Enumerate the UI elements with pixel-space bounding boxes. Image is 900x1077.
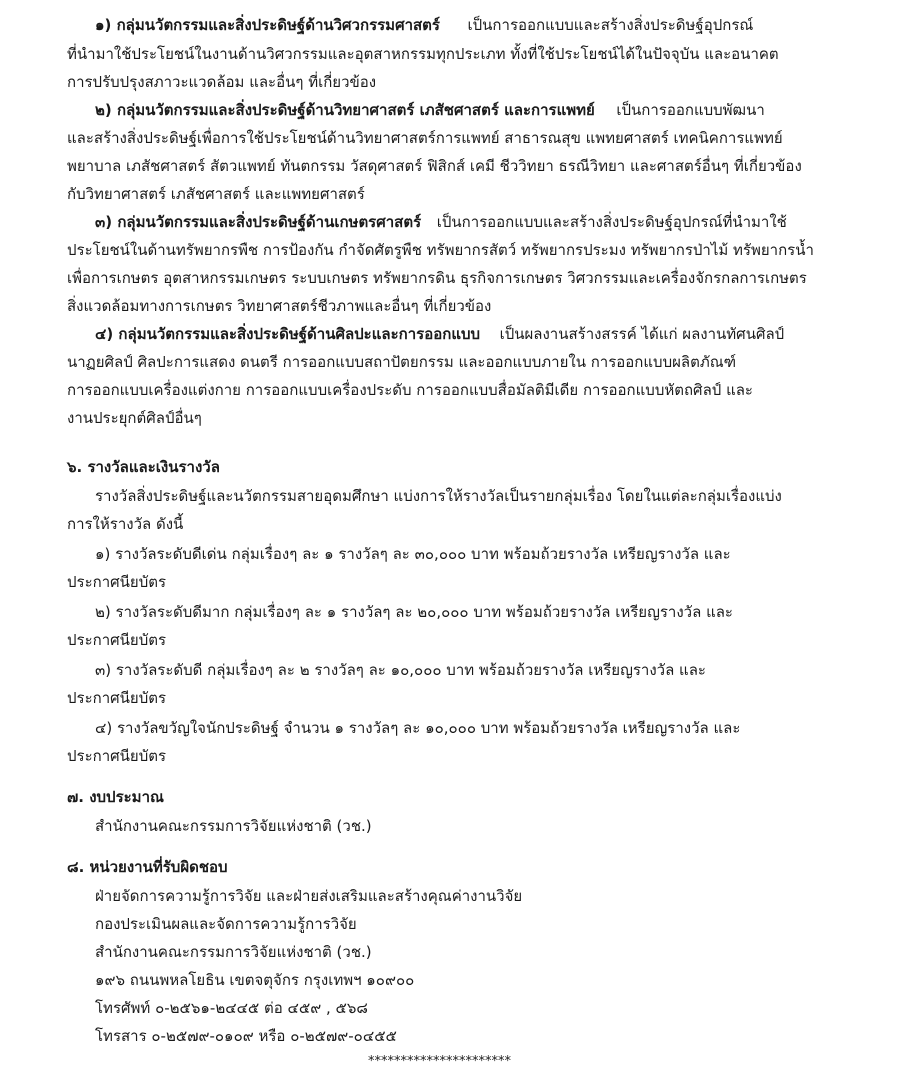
section8-line3: สำนักงานคณะกรรมการวิจัยแห่งชาติ (วช.)	[95, 943, 372, 961]
award1-line1: ๑) รางวัลระดับดีเด่น กลุ่มเรื่องๆ ละ ๑ รางวัลๆ ละ ๓๐,๐๐๐ บาท พร้อมถ้วยรางวัล เหรียญรางวัล และ	[95, 545, 731, 563]
item2-line1	[95, 99, 765, 121]
item2-line4: กับวิทยาศาสตร์ เภสัชศาสตร์ และแพทยศาสตร์	[67, 185, 365, 203]
section8-line5: โทรศัพท์ ๐-๒๕๖๑-๒๔๔๕ ต่อ ๔๕๙ , ๕๖๘	[95, 999, 369, 1017]
section8-line4: ๑๙๖ ถนนพหลโยธิน เขตจตุจักร กรุงเทพฯ ๑๐๙๐๐	[95, 971, 415, 989]
item3-line2: ประโยชน์ในด้านทรัพยากรพืช การป้องกัน กำจัดศัตรูพืช ทรัพยากรสัตว์ ทรัพยากรประมง ทรัพยากรป่าไม้ ทรัพยากรน้ำ	[67, 241, 814, 259]
section8-heading: ๘. หน่วยงานที่รับผิดชอบ	[67, 858, 228, 876]
section8-line6: โทรสาร ๐-๒๕๗๙-๐๑๐๙ หรือ ๐-๒๕๗๙-๐๔๕๕	[95, 1027, 397, 1045]
item1-title: ๑) กลุ่มนวัตกรรมและสิ่งประดิษฐ์ด้านวิศวกรรมศาสตร์	[95, 16, 440, 34]
section7-body: สำนักงานคณะกรรมการวิจัยแห่งชาติ (วช.)	[95, 817, 372, 835]
award1-line2: ประกาศนียบัตร	[67, 573, 167, 591]
item3-line1	[95, 211, 787, 233]
section7-heading: ๗. งบประมาณ	[67, 788, 164, 806]
item2-title: ๒) กลุ่มนวัตกรรมและสิ่งประดิษฐ์ด้านวิทยาศาสตร์ เภสัชศาสตร์ และการแพทย์	[95, 101, 595, 119]
item4-line1	[95, 323, 784, 345]
item3-line4: สิ่งแวดล้อมทางการเกษตร วิทยาศาสตร์ชีวภาพและอื่นๆ ที่เกี่ยวข้อง	[67, 297, 492, 315]
item4-line2: นาฏยศิลป์ ศิลปะการแสดง ดนตรี การออกแบบสถาปัตยกรรม และออกแบบภายใน การออกแบบผลิตภัณฑ์	[67, 353, 737, 371]
item3-line1-rest: เป็นการออกแบบและสร้างสิ่งประดิษฐ์อุปกรณ์ที่นำมาใช้	[436, 213, 787, 231]
section6-intro-line2: การให้รางวัล ดังนี้	[67, 515, 184, 533]
item4-line4: งานประยุกต์ศิลป์อื่นๆ	[67, 409, 202, 427]
item1-line1-rest: เป็นการออกแบบและสร้างสิ่งประดิษฐ์อุปกรณ์	[467, 16, 754, 34]
item1-line1	[95, 14, 753, 36]
section8-line2: กองประเมินผลและจัดการความรู้การวิจัย	[95, 915, 357, 933]
section8-line1: ฝ่ายจัดการความรู้การวิจัย และฝ่ายส่งเสริมและสร้างคุณค่างานวิจัย	[95, 887, 523, 905]
award3-line1: ๓) รางวัลระดับดี กลุ่มเรื่องๆ ละ ๒ รางวัลๆ ละ ๑๐,๐๐๐ บาท พร้อมถ้วยรางวัล เหรียญรางวัล และ	[95, 661, 706, 679]
item2-line3: พยาบาล เภสัชศาสตร์ สัตวแพทย์ ทันตกรรม วัสดุศาสตร์ ฟิสิกส์ เคมี ชีววิทยา ธรณีวิทยา และศาสตร์อื่นๆ ที่เกี่ยวข้อง	[67, 157, 802, 175]
award4-line2: ประกาศนียบัตร	[67, 747, 167, 765]
item2-line1-rest: เป็นการออกแบบพัฒนา	[616, 101, 765, 119]
footer-stars: **********************	[368, 1054, 511, 1069]
item3-line3: เพื่อการเกษตร อุตสาหกรรมเกษตร ระบบเกษตร ทรัพยากรดิน ธุรกิจการเกษตร วิศวกรรมและเครื่องจักรกลการเกษตร	[67, 269, 807, 287]
item1-line3: การปรับปรุงสภาวะแวดล้อม และอื่นๆ ที่เกี่ยวข้อง	[67, 73, 377, 91]
item1-line2: ที่นำมาใช้ประโยชน์ในงานด้านวิศวกรรมและอุตสาหกรรมทุกประเภท ทั้งที่ใช้ประโยชน์ได้ในปัจจุบัน และอนาคต	[67, 45, 779, 63]
item4-title: ๔) กลุ่มนวัตกรรมและสิ่งประดิษฐ์ด้านศิลปะและการออกแบบ	[95, 325, 481, 343]
item2-line2: และสร้างสิ่งประดิษฐ์เพื่อการใช้ประโยชน์ด้านวิทยาศาสตร์การแพทย์ สาธารณสุข แพทยศาสตร์ เทคนิคการแพทย์	[67, 129, 783, 147]
item3-title: ๓) กลุ่มนวัตกรรมและสิ่งประดิษฐ์ด้านเกษตรศาสตร์	[95, 213, 422, 231]
award4-line1: ๔) รางวัลขวัญใจนักประดิษฐ์ จำนวน ๑ รางวัลๆ ละ ๑๐,๐๐๐ บาท พร้อมถ้วยรางวัล เหรียญรางวัล และ	[95, 719, 741, 737]
award2-line1: ๒) รางวัลระดับดีมาก กลุ่มเรื่องๆ ละ ๑ รางวัลๆ ละ ๒๐,๐๐๐ บาท พร้อมถ้วยรางวัล เหรียญรางวัล และ	[95, 603, 733, 621]
award3-line2: ประกาศนียบัตร	[67, 689, 167, 707]
section6-intro-line1: รางวัลสิ่งประดิษฐ์และนวัตกรรมสายอุดมศึกษา แบ่งการให้รางวัลเป็นรายกลุ่มเรื่อง โดยในแต่ละกลุ่มเรื่องแบ่ง	[95, 487, 782, 505]
item4-line1-rest: เป็นผลงานสร้างสรรค์ ได้แก่ ผลงานทัศนศิลป์	[499, 325, 785, 343]
section6-heading: ๖. รางวัลและเงินรางวัล	[67, 458, 220, 476]
item4-line3: การออกแบบเครื่องแต่งกาย การออกแบบเครื่องประดับ การออกแบบสื่อมัลติมีเดีย การออกแบบหัตถศิลป์ และ	[67, 381, 753, 399]
award2-line2: ประกาศนียบัตร	[67, 631, 167, 649]
